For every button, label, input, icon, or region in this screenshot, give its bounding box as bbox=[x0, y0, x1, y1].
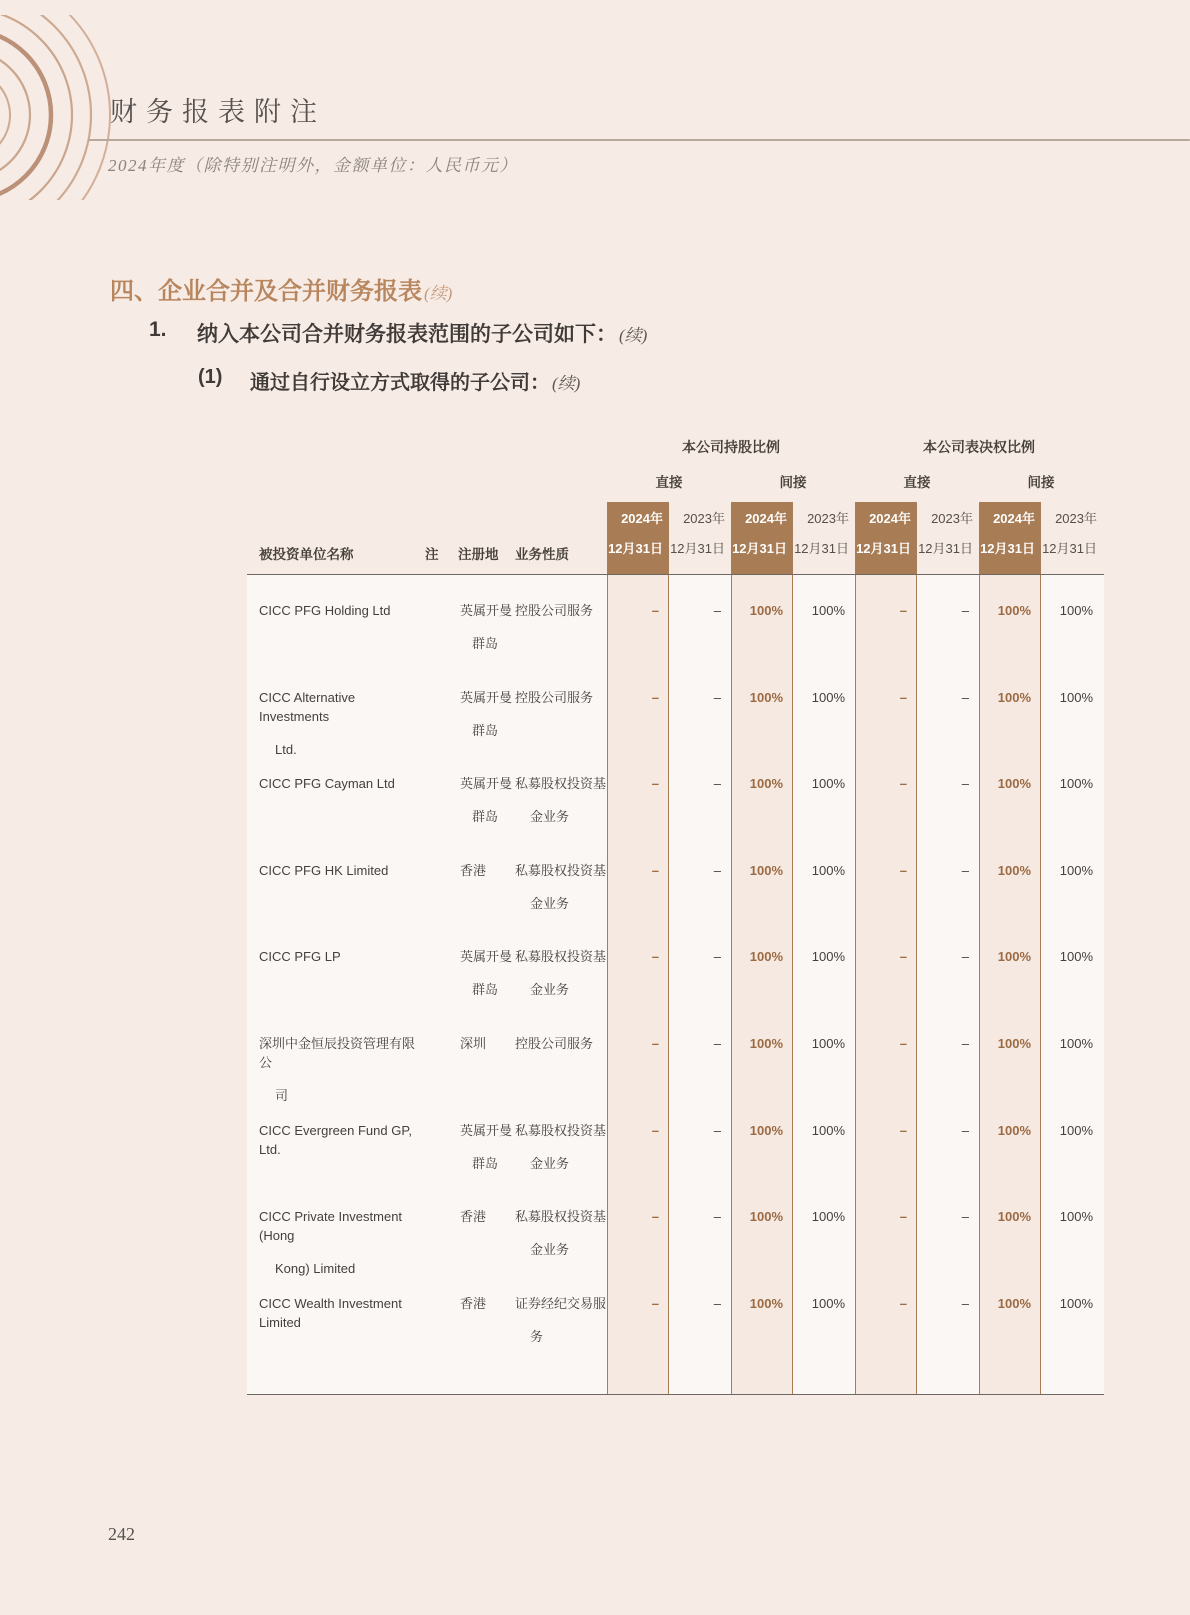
list-item-1-1-number: (1) bbox=[198, 366, 223, 388]
date-line-year: 2023年 bbox=[1055, 511, 1097, 526]
date-line-day: 12月31日 bbox=[918, 541, 973, 556]
cell-text-line: 金业务 bbox=[530, 1242, 570, 1258]
ratio-value-cell-2024: 100% bbox=[997, 776, 1031, 792]
cell-text-line: 控股公司服务 bbox=[515, 1035, 594, 1051]
cell-text-line: 英属开曼 bbox=[460, 689, 513, 705]
ratio-value-cell-2023: 100% bbox=[811, 949, 845, 965]
ratio-value-cell-2023: 100% bbox=[811, 1122, 845, 1138]
business-nature-cell bbox=[515, 575, 607, 662]
ratio-value-cell-2024: 100% bbox=[749, 689, 783, 705]
registered-place-cell bbox=[460, 748, 515, 835]
column-header-investee-name: 被投资单位名称 bbox=[259, 547, 354, 562]
cell-text-line: 控股公司服务 bbox=[515, 689, 594, 705]
cell-text-line: 金业务 bbox=[530, 895, 570, 911]
cell-text-line: 群岛 bbox=[472, 1155, 499, 1171]
investee-name-cell bbox=[247, 1268, 425, 1355]
date-column-header-2024 bbox=[731, 502, 793, 575]
business-nature-cell bbox=[515, 1095, 607, 1182]
ratio-value-cell-2024: 100% bbox=[749, 1035, 783, 1051]
investee-name-cell bbox=[247, 1181, 425, 1278]
cell-text-line: 私募股权投资基 bbox=[515, 1209, 607, 1225]
cell-text-line: 证券经纪交易服 bbox=[515, 1295, 607, 1311]
date-column-header-2024 bbox=[607, 502, 669, 575]
subsidiaries-table bbox=[247, 575, 1104, 1395]
cell-text-line: 英属开曼 bbox=[460, 776, 513, 792]
note-cell bbox=[425, 1008, 460, 1105]
cell-text-line: 群岛 bbox=[472, 809, 499, 825]
ratio-value-cell-2023: – bbox=[713, 689, 721, 705]
cell-text-line: 金业务 bbox=[530, 982, 570, 998]
cell-text-line: 英属开曼 bbox=[460, 603, 513, 618]
list-item-1-continued: (续) bbox=[619, 326, 648, 345]
registered-place-cell bbox=[460, 662, 515, 759]
list-item-1-1 bbox=[198, 366, 580, 395]
cell-text-line: 群岛 bbox=[472, 636, 499, 651]
group-header-shareholding: 本公司持股比例 bbox=[682, 439, 780, 455]
ratio-value-cell-2024: 100% bbox=[749, 603, 783, 618]
investee-name-cell bbox=[247, 1095, 425, 1182]
column-header-note: 注 bbox=[425, 547, 439, 562]
ratio-value-cell-2023: – bbox=[961, 949, 969, 965]
ratio-value-cell-2024: – bbox=[651, 1035, 659, 1051]
ratio-value-cell-2024: 100% bbox=[997, 862, 1031, 878]
investee-name-cell bbox=[247, 748, 425, 835]
ratio-value-cell-2024: – bbox=[899, 1035, 907, 1051]
ratio-value-cell-2024: 100% bbox=[997, 603, 1031, 618]
ratio-value-cell-2023: 100% bbox=[811, 689, 845, 705]
page-number: 242 bbox=[108, 1524, 135, 1544]
note-cell bbox=[425, 1095, 460, 1182]
ratio-value-cell-2023: 100% bbox=[811, 603, 845, 618]
cell-text-line: 金业务 bbox=[530, 809, 570, 825]
ratio-value-cell-2024: 100% bbox=[749, 1209, 783, 1225]
registered-place-cell bbox=[460, 1268, 515, 1355]
ratio-value-cell-2024: 100% bbox=[997, 1035, 1031, 1051]
cell-text-line: 香港 bbox=[460, 862, 487, 878]
ratio-value-cell-2024: – bbox=[899, 949, 907, 965]
date-line-year: 2023年 bbox=[931, 511, 973, 526]
ratio-value-cell-2024: – bbox=[899, 689, 907, 705]
ratio-value-cell-2023: 100% bbox=[1059, 776, 1093, 792]
date-column-header-2023 bbox=[669, 502, 731, 575]
date-line-day: 12月31日 bbox=[794, 541, 849, 556]
note-cell bbox=[425, 662, 460, 759]
date-line-year: 2024年 bbox=[993, 511, 1035, 526]
cell-text-line: CICC Evergreen Fund GP, Ltd. bbox=[259, 1122, 412, 1157]
date-line-year: 2024年 bbox=[869, 511, 911, 526]
date-column-header-2023 bbox=[793, 502, 855, 575]
list-item-1-number: 1. bbox=[149, 318, 167, 341]
cell-text-line: 群岛 bbox=[472, 722, 499, 738]
ratio-value-cell-2024: – bbox=[899, 1122, 907, 1138]
cell-text-line: CICC Private Investment (Hong bbox=[259, 1209, 403, 1244]
ratio-value-cell-2024: – bbox=[651, 949, 659, 965]
date-line-day: 12月31日 bbox=[1042, 541, 1097, 556]
ratio-value-cell-2024: – bbox=[651, 689, 659, 705]
ratio-value-cell-2024: – bbox=[651, 862, 659, 878]
ratio-value-cell-2024: – bbox=[651, 603, 659, 618]
cell-text-line: 群岛 bbox=[472, 982, 499, 998]
ratio-value-cell-2023: 100% bbox=[1059, 603, 1093, 618]
investee-name-cell bbox=[247, 662, 425, 759]
ratio-value-cell-2024: 100% bbox=[997, 1209, 1031, 1225]
ratio-value-cell-2023: – bbox=[961, 1209, 969, 1225]
cell-text-line: CICC Wealth Investment Limited bbox=[259, 1295, 402, 1330]
date-line-year: 2024年 bbox=[745, 511, 787, 526]
ratio-value-cell-2024: – bbox=[899, 1295, 907, 1311]
ratio-value-cell-2023: 100% bbox=[1059, 1295, 1093, 1311]
ratio-value-cell-2023: 100% bbox=[811, 862, 845, 878]
investee-name-cell bbox=[247, 1008, 425, 1105]
ratio-value-cell-2024: – bbox=[651, 1295, 659, 1311]
ratio-value-cell-2024: – bbox=[651, 1122, 659, 1138]
ratio-value-cell-2023: 100% bbox=[811, 776, 845, 792]
note-cell bbox=[425, 1181, 460, 1278]
cell-text-line: 私募股权投资基 bbox=[515, 949, 607, 965]
ratio-value-cell-2024: 100% bbox=[997, 1122, 1031, 1138]
cell-text-line: 司 bbox=[275, 1087, 289, 1103]
note-cell bbox=[425, 575, 460, 662]
section-title bbox=[110, 271, 452, 306]
registered-place-cell bbox=[460, 575, 515, 662]
list-item-1 bbox=[149, 318, 647, 348]
date-line-year: 2023年 bbox=[683, 511, 725, 526]
ratio-value-cell-2023: 100% bbox=[1059, 1209, 1093, 1225]
note-cell bbox=[425, 835, 460, 922]
cell-text-line: CICC PFG Holding Ltd bbox=[259, 603, 391, 618]
ratio-value-cell-2024: – bbox=[899, 603, 907, 618]
ratio-value-cell-2023: – bbox=[961, 603, 969, 618]
subgroup-header-indirect-1: 间接 bbox=[779, 475, 807, 490]
cell-text-line: CICC PFG Cayman Ltd bbox=[259, 776, 395, 792]
cell-text-line: 私募股权投资基 bbox=[515, 776, 607, 792]
cell-text-line: 私募股权投资基 bbox=[515, 862, 607, 878]
cell-text-line: 英属开曼 bbox=[460, 949, 513, 965]
list-item-1-1-continued: (续) bbox=[552, 374, 581, 393]
header-divider bbox=[88, 139, 1190, 141]
cell-text-line: CICC Alternative Investments bbox=[259, 689, 356, 724]
business-nature-cell bbox=[515, 921, 607, 1008]
table-row bbox=[247, 1008, 1104, 1103]
cell-text-line: CICC PFG HK Limited bbox=[259, 862, 389, 878]
table-rows bbox=[247, 575, 1104, 1354]
group-header-voting: 本公司表决权比例 bbox=[923, 439, 1035, 455]
cell-text-line: CICC PFG LP bbox=[259, 949, 341, 965]
ratio-value-cell-2023: – bbox=[713, 1035, 721, 1051]
ratio-value-cell-2024: 100% bbox=[997, 949, 1031, 965]
ratio-value-cell-2024: – bbox=[899, 776, 907, 792]
registered-place-cell bbox=[460, 1095, 515, 1182]
business-nature-cell bbox=[515, 1268, 607, 1355]
ratio-value-cell-2024: – bbox=[899, 862, 907, 878]
cell-text-line: 香港 bbox=[460, 1209, 487, 1225]
ratio-value-cell-2024: 100% bbox=[749, 862, 783, 878]
ratio-value-cell-2024: 100% bbox=[749, 1122, 783, 1138]
ratio-value-cell-2023: – bbox=[961, 1295, 969, 1311]
date-column-header-2023 bbox=[917, 502, 979, 575]
ratio-value-cell-2023: – bbox=[713, 949, 721, 965]
registered-place-cell bbox=[460, 921, 515, 1008]
ratio-value-cell-2023: 100% bbox=[1059, 862, 1093, 878]
ratio-value-cell-2023: 100% bbox=[811, 1295, 845, 1311]
ratio-value-cell-2024: 100% bbox=[749, 1295, 783, 1311]
cell-text-line: 香港 bbox=[460, 1295, 487, 1311]
business-nature-cell bbox=[515, 748, 607, 835]
ratio-value-cell-2024: 100% bbox=[749, 776, 783, 792]
table-bottom-rule bbox=[247, 1394, 1104, 1395]
registered-place-cell bbox=[460, 1181, 515, 1278]
table-row bbox=[247, 1095, 1104, 1182]
ratio-value-cell-2023: – bbox=[961, 1122, 969, 1138]
cell-text-line: Kong) Limited bbox=[275, 1261, 356, 1277]
cell-text-line: 金业务 bbox=[530, 1155, 570, 1171]
ratio-value-cell-2023: – bbox=[713, 603, 721, 618]
note-cell bbox=[425, 1268, 460, 1355]
table-row bbox=[247, 835, 1104, 922]
business-nature-cell bbox=[515, 1181, 607, 1278]
cell-text-line: 英属开曼 bbox=[460, 1122, 513, 1138]
cell-text-line: Ltd. bbox=[275, 741, 297, 757]
date-line-day: 12月31日 bbox=[608, 541, 663, 556]
ratio-value-cell-2023: – bbox=[961, 862, 969, 878]
page-title: 财务报表附注 bbox=[110, 97, 326, 127]
ratio-value-cell-2023: – bbox=[961, 776, 969, 792]
cell-text-line: 深圳 bbox=[460, 1035, 487, 1051]
note-cell bbox=[425, 921, 460, 1008]
date-line-day: 12月31日 bbox=[856, 541, 911, 556]
ratio-value-cell-2024: 100% bbox=[749, 949, 783, 965]
table-row bbox=[247, 575, 1104, 662]
date-line-year: 2023年 bbox=[807, 511, 849, 526]
ratio-value-cell-2024: – bbox=[651, 776, 659, 792]
ratio-value-cell-2024: – bbox=[899, 1209, 907, 1225]
subgroup-header-direct-2: 直接 bbox=[903, 475, 931, 490]
table-row bbox=[247, 1268, 1104, 1355]
registered-place-cell bbox=[460, 1008, 515, 1105]
column-header-business-nature: 业务性质 bbox=[515, 547, 569, 562]
ratio-value-cell-2023: 100% bbox=[811, 1035, 845, 1051]
ratio-value-cell-2023: 100% bbox=[1059, 689, 1093, 705]
page-subtitle: 2024年度（除特别注明外，金额单位：人民币元） bbox=[108, 156, 518, 175]
ratio-value-cell-2024: 100% bbox=[997, 1295, 1031, 1311]
table-row bbox=[247, 748, 1104, 835]
cell-text-line: 务 bbox=[530, 1328, 544, 1344]
investee-name-cell bbox=[247, 921, 425, 1008]
business-nature-cell bbox=[515, 835, 607, 922]
subgroup-header-indirect-2: 间接 bbox=[1027, 475, 1055, 490]
note-cell bbox=[425, 748, 460, 835]
date-line-day: 12月31日 bbox=[980, 541, 1035, 556]
date-column-header-2024 bbox=[855, 502, 917, 575]
cell-text-line: 控股公司服务 bbox=[515, 603, 594, 618]
ratio-value-cell-2023: – bbox=[713, 862, 721, 878]
date-line-day: 12月31日 bbox=[732, 541, 787, 556]
ratio-value-cell-2023: 100% bbox=[811, 1209, 845, 1225]
subgroup-header-direct-1: 直接 bbox=[655, 475, 683, 490]
business-nature-cell bbox=[515, 662, 607, 759]
table-row bbox=[247, 662, 1104, 757]
cell-text-line: 深圳中金恒辰投资管理有限公 bbox=[259, 1035, 416, 1070]
table-row bbox=[247, 921, 1104, 1008]
ratio-value-cell-2023: 100% bbox=[1059, 949, 1093, 965]
ratio-value-cell-2023: – bbox=[713, 1295, 721, 1311]
section-title-continued: (续) bbox=[424, 284, 453, 303]
investee-name-cell bbox=[247, 575, 425, 662]
table-row bbox=[247, 1181, 1104, 1277]
ratio-value-cell-2023: – bbox=[713, 1209, 721, 1225]
ratio-value-cell-2023: – bbox=[713, 1122, 721, 1138]
ratio-value-cell-2024: – bbox=[651, 1209, 659, 1225]
ratio-value-cell-2023: – bbox=[961, 689, 969, 705]
date-column-header-2023 bbox=[1041, 502, 1103, 575]
ratio-value-cell-2023: 100% bbox=[1059, 1122, 1093, 1138]
investee-name-cell bbox=[247, 835, 425, 922]
cell-text-line: 私募股权投资基 bbox=[515, 1122, 607, 1138]
column-header-registered-place: 注册地 bbox=[458, 547, 499, 562]
section-title-text: 四、企业合并及合并财务报表 bbox=[110, 278, 422, 305]
date-line-year: 2024年 bbox=[621, 511, 663, 526]
registered-place-cell bbox=[460, 835, 515, 922]
ratio-value-cell-2023: – bbox=[713, 776, 721, 792]
ratio-value-cell-2023: – bbox=[961, 1035, 969, 1051]
list-item-1-text: 纳入本公司合并财务报表范围的子公司如下： (续) bbox=[197, 323, 648, 346]
date-line-day: 12月31日 bbox=[670, 541, 725, 556]
date-column-header-2024 bbox=[979, 502, 1041, 575]
list-item-1-1-text: 通过自行设立方式取得的子公司： (续) bbox=[250, 372, 581, 394]
business-nature-cell bbox=[515, 1008, 607, 1105]
ratio-value-cell-2024: 100% bbox=[997, 689, 1031, 705]
ratio-value-cell-2023: 100% bbox=[1059, 1035, 1093, 1051]
